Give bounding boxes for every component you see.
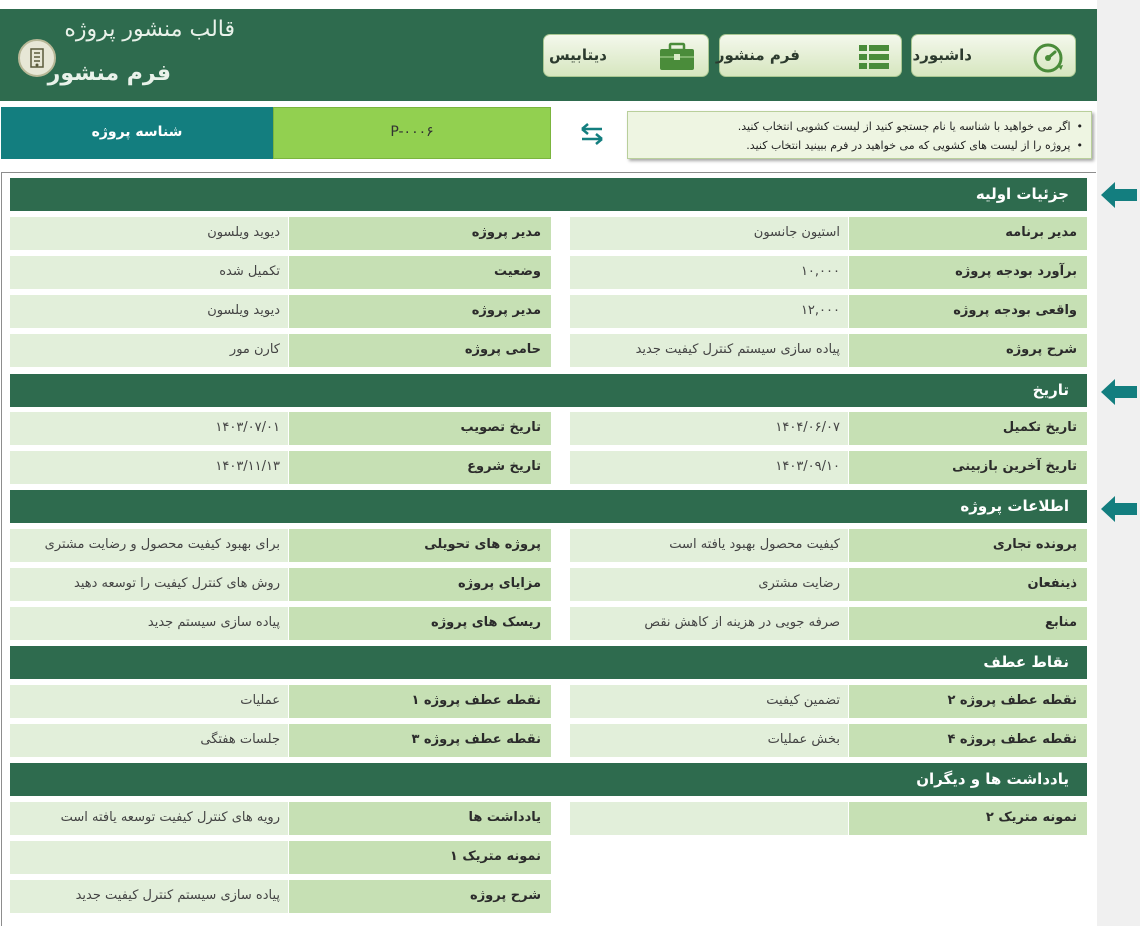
- field-project-description: [570, 334, 1087, 367]
- field-label: نقطه عطف پروژه ۴: [848, 724, 1087, 757]
- dashboard-button-label: داشبورد: [912, 46, 972, 64]
- field-last-review-date: [570, 451, 1087, 484]
- field-label: مدیر برنامه: [848, 217, 1087, 250]
- instruction-item: • پروژه را از لیست های کشویی که می خواهید در فرم ببینید انتخاب کنید.: [636, 136, 1083, 155]
- field-label: شرح پروژه: [288, 880, 551, 913]
- field-label: مدیر پروژه: [288, 217, 551, 250]
- field-milestone-4: [570, 724, 1087, 757]
- field-label: واقعی بودجه پروژه: [848, 295, 1087, 328]
- section-project-info: اطلاعات پروژه: [10, 490, 1087, 523]
- field-actual-budget: [570, 295, 1087, 328]
- field-milestone-2: [570, 685, 1087, 718]
- field-project-manager-2: [10, 295, 551, 328]
- swap-arrows-icon[interactable]: [578, 122, 606, 146]
- field-milestone-1: [10, 685, 551, 718]
- field-sample-metric-1: [10, 841, 551, 874]
- field-approval-date: [10, 412, 551, 445]
- field-label: نقطه عطف پروژه ۱: [288, 685, 551, 718]
- section-dates: تاریخ: [10, 374, 1087, 407]
- field-label: برآورد بودجه پروژه: [848, 256, 1087, 289]
- field-label: نمونه متریک ۲: [848, 802, 1087, 835]
- charter-form-button-label: فرم منشور: [715, 46, 800, 64]
- field-notes: [10, 802, 551, 835]
- charter-form-button[interactable]: [715, 34, 902, 77]
- section-notes: یادداشت ها و دیگران: [10, 763, 1087, 796]
- field-status: [10, 256, 551, 289]
- arrow-left-icon[interactable]: [1101, 182, 1137, 208]
- list-form-icon: [857, 42, 891, 76]
- section-milestones: نقاط عطف: [10, 646, 1087, 679]
- field-risks: [10, 607, 551, 640]
- field-value[interactable]: رویه های کنترل کیفیت توسعه یافته است: [10, 802, 288, 835]
- field-label: تاریخ تصویب: [288, 412, 551, 445]
- field-value[interactable]: ۱۴۰۳/۱۱/۱۳: [10, 451, 288, 484]
- field-label: وضعیت: [288, 256, 551, 289]
- field-label: مدیر پروژه: [288, 295, 551, 328]
- field-stakeholders: [570, 568, 1087, 601]
- field-label: پروژه های تحویلی: [288, 529, 551, 562]
- field-project-sponsor: [10, 334, 551, 367]
- arrow-left-icon[interactable]: [1101, 496, 1137, 522]
- right-margin: [1097, 0, 1140, 926]
- arrow-left-icon[interactable]: [1101, 379, 1137, 405]
- field-label: نمونه متریک ۱: [288, 841, 551, 874]
- field-label: تاریخ آخرین بازبینی: [848, 451, 1087, 484]
- field-value[interactable]: ۱۴۰۴/۰۶/۰۷: [570, 412, 848, 445]
- field-value[interactable]: کارن مور: [10, 334, 288, 367]
- field-label: منابع: [848, 607, 1087, 640]
- field-milestone-3: [10, 724, 551, 757]
- field-value[interactable]: جلسات هفتگی: [10, 724, 288, 757]
- field-project-manager: [10, 217, 551, 250]
- database-button[interactable]: [543, 34, 709, 77]
- field-benefits: [10, 568, 551, 601]
- field-label: شرح پروژه: [848, 334, 1087, 367]
- field-value[interactable]: ۱۴۰۳/۰۷/۰۱: [10, 412, 288, 445]
- field-business-case: [570, 529, 1087, 562]
- field-label: ذینفعان: [848, 568, 1087, 601]
- field-value[interactable]: تکمیل شده: [10, 256, 288, 289]
- field-value[interactable]: ۱۲,۰۰۰: [570, 295, 848, 328]
- field-value[interactable]: پیاده سازی سیستم کنترل کیفیت جدید: [570, 334, 848, 367]
- field-budget-estimate: [570, 256, 1087, 289]
- field-value[interactable]: عملیات: [10, 685, 288, 718]
- field-value[interactable]: پیاده سازی سیستم جدید: [10, 607, 288, 640]
- field-value[interactable]: کیفیت محصول بهبود یافته است: [570, 529, 848, 562]
- field-project-description-2: [10, 880, 551, 913]
- page-title: فرم منشور: [47, 61, 171, 86]
- field-value[interactable]: ۱۴۰۳/۰۹/۱۰: [570, 451, 848, 484]
- field-value[interactable]: تضمین کیفیت: [570, 685, 848, 718]
- field-label: نقطه عطف پروژه ۲: [848, 685, 1087, 718]
- header-bar: [0, 9, 1097, 101]
- field-value[interactable]: بخش عملیات: [570, 724, 848, 757]
- gauge-refresh-icon: [1030, 42, 1066, 78]
- database-button-label: دیتابیس: [548, 46, 607, 64]
- field-value[interactable]: [10, 841, 288, 874]
- field-value[interactable]: دیوید ویلسون: [10, 217, 288, 250]
- field-value[interactable]: ۱۰,۰۰۰: [570, 256, 848, 289]
- field-label: نقطه عطف پروژه ۳: [288, 724, 551, 757]
- field-label: حامی پروژه: [288, 334, 551, 367]
- project-id-select[interactable]: P-۰۰۰۶: [273, 107, 551, 159]
- field-sample-metric-2: [570, 802, 1087, 835]
- field-value[interactable]: رضایت مشتری: [570, 568, 848, 601]
- field-program-manager: [570, 217, 1087, 250]
- field-value[interactable]: دیوید ویلسون: [10, 295, 288, 328]
- field-label: پرونده تجاری: [848, 529, 1087, 562]
- field-value[interactable]: پیاده سازی سیستم کنترل کیفیت جدید: [10, 880, 288, 913]
- section-basic-details: جزئیات اولیه: [10, 178, 1087, 211]
- field-start-date: [10, 451, 551, 484]
- field-value[interactable]: برای بهبود کیفیت محصول و رضایت مشتری: [10, 529, 288, 562]
- field-label: مزایای پروژه: [288, 568, 551, 601]
- field-value[interactable]: روش های کنترل کیفیت را توسعه دهید: [10, 568, 288, 601]
- dashboard-button[interactable]: [911, 34, 1076, 77]
- field-label: تاریخ شروع: [288, 451, 551, 484]
- field-value[interactable]: صرفه جویی در هزینه از کاهش نقص: [570, 607, 848, 640]
- field-completion-date: [570, 412, 1087, 445]
- field-label: تاریخ تکمیل: [848, 412, 1087, 445]
- field-deliverables: [10, 529, 551, 562]
- project-id-label: شناسه پروژه: [1, 107, 273, 159]
- app-title: قالب منشور پروژه: [64, 17, 235, 42]
- field-value[interactable]: [570, 802, 848, 835]
- instructions-box: [627, 111, 1092, 159]
- field-resources: [570, 607, 1087, 640]
- field-value[interactable]: استیون جانسون: [570, 217, 848, 250]
- field-label: ریسک های پروژه: [288, 607, 551, 640]
- field-label: یادداشت ها: [288, 802, 551, 835]
- instruction-item: • اگر می خواهید با شناسه یا نام جستجو کنید از لیست کشویی انتخاب کنید.: [636, 117, 1083, 136]
- briefcase-icon: [658, 42, 696, 76]
